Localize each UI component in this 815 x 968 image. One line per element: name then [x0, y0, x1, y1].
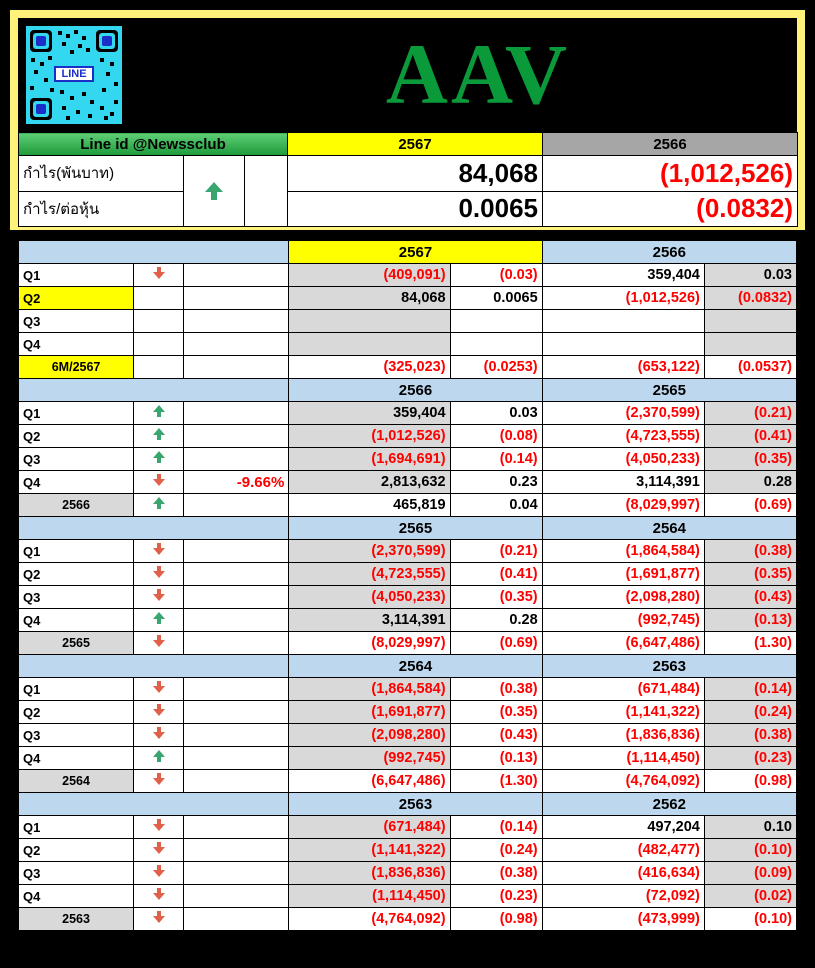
eps-value-b: (0.21) — [704, 402, 796, 425]
profit-value-a: 3,114,391 — [289, 609, 450, 632]
summary-spacer — [184, 632, 289, 655]
change-percent — [184, 264, 289, 287]
profit-value-a: 2,813,632 — [289, 471, 450, 494]
profit-label — [19, 156, 184, 192]
table-row — [19, 862, 797, 885]
summary-table — [18, 132, 798, 227]
table-row — [19, 310, 797, 333]
summary-eps-b: (1.30) — [704, 632, 796, 655]
table-row — [19, 816, 797, 839]
summary-year-prev: 2566 — [543, 133, 798, 156]
eps-value-b: (0.09) — [704, 862, 796, 885]
summary-profit-b: (473,999) — [542, 908, 704, 931]
profit-value-b: (4,050,233) — [542, 448, 704, 471]
profit-value-b: (72,092) — [542, 885, 704, 908]
summary-profit-b: (6,647,486) — [542, 632, 704, 655]
down-arrow-icon — [134, 678, 184, 701]
profit-value-a — [289, 333, 450, 356]
quarterly-results-table — [18, 240, 797, 931]
table-row — [19, 402, 797, 425]
summary-label: 2566 — [19, 494, 134, 517]
down-arrow-icon — [134, 770, 184, 793]
eps-value-a: (0.38) — [450, 678, 542, 701]
profit-value-a: (2,370,599) — [289, 540, 450, 563]
down-arrow-icon — [134, 264, 184, 287]
line-logo-label: LINE — [54, 66, 94, 82]
eps-value-b: (0.41) — [704, 425, 796, 448]
section-spacer — [19, 793, 289, 816]
summary-label: 2565 — [19, 632, 134, 655]
table-row — [19, 448, 797, 471]
change-percent — [184, 563, 289, 586]
eps-value-b: (0.35) — [704, 448, 796, 471]
eps-value-b — [704, 310, 796, 333]
profit-value-a — [289, 310, 450, 333]
eps-value-b: (0.13) — [704, 609, 796, 632]
table-row — [19, 471, 797, 494]
eps-value-b: (0.02) — [704, 885, 796, 908]
change-percent — [184, 287, 289, 310]
section-spacer — [19, 655, 289, 678]
profit-value-a: (1,114,450) — [289, 885, 450, 908]
summary-row — [19, 494, 797, 517]
table-row — [19, 701, 797, 724]
down-arrow-icon — [134, 908, 184, 931]
quarter-label: Q3 — [19, 724, 134, 747]
quarter-label: Q2 — [19, 287, 134, 310]
summary-label: 6M/2567 — [19, 356, 134, 379]
profit-value-a: (1,864,584) — [289, 678, 450, 701]
eps-value-a: (0.21) — [450, 540, 542, 563]
down-arrow-icon — [134, 540, 184, 563]
section-header — [19, 517, 797, 540]
table-row — [19, 609, 797, 632]
eps-value-a — [450, 333, 542, 356]
eps-value-a: (0.13) — [450, 747, 542, 770]
summary-profit-a: (325,023) — [289, 356, 450, 379]
profit-value-b — [542, 310, 704, 333]
profit-value-b: 497,204 — [542, 816, 704, 839]
eps-value-a: (0.23) — [450, 885, 542, 908]
profit-value-b: 359,404 — [542, 264, 704, 287]
eps-value-b: (0.0832) — [704, 287, 796, 310]
summary-spacer — [184, 494, 289, 517]
eps-value-a: (0.14) — [450, 816, 542, 839]
up-arrow-icon — [184, 156, 245, 226]
quarter-label: Q4 — [19, 471, 134, 494]
section-year-a: 2567 — [289, 241, 542, 264]
eps-value-b: (0.38) — [704, 724, 796, 747]
profit-value-b: (416,634) — [542, 862, 704, 885]
table-row — [19, 425, 797, 448]
summary-eps-b: (0.98) — [704, 770, 796, 793]
summary-row — [19, 770, 797, 793]
quarter-label: Q4 — [19, 885, 134, 908]
summary-row — [19, 632, 797, 655]
change-percent — [184, 310, 289, 333]
summary-eps-b: (0.69) — [704, 494, 796, 517]
eps-value-a: (0.35) — [450, 586, 542, 609]
section-year-b: 2565 — [542, 379, 796, 402]
section-year-b: 2562 — [542, 793, 796, 816]
eps-value-a: 0.28 — [450, 609, 542, 632]
down-arrow-icon — [134, 632, 184, 655]
trend-empty — [245, 156, 287, 226]
section-year-b: 2564 — [542, 517, 796, 540]
section-year-a: 2566 — [289, 379, 542, 402]
profit-value-b: (1,691,877) — [542, 563, 704, 586]
change-percent — [184, 862, 289, 885]
change-percent — [184, 724, 289, 747]
quarter-label: Q3 — [19, 310, 134, 333]
arrow-empty — [134, 310, 184, 333]
profit-value-a: (1,836,836) — [289, 862, 450, 885]
down-arrow-icon — [134, 816, 184, 839]
summary-profit-a: (8,029,997) — [289, 632, 450, 655]
eps-value-a: (0.43) — [450, 724, 542, 747]
summary-eps-a: (1.30) — [450, 770, 542, 793]
eps-value-b — [704, 333, 796, 356]
change-percent — [184, 448, 289, 471]
section-header — [19, 655, 797, 678]
section-header — [19, 379, 797, 402]
summary-label: 2564 — [19, 770, 134, 793]
profit-value-b: (1,114,450) — [542, 747, 704, 770]
qr-code[interactable] — [26, 26, 122, 124]
summary-eps-a: (0.0253) — [450, 356, 542, 379]
summary-profit-a: 465,819 — [289, 494, 450, 517]
arrow-empty — [134, 287, 184, 310]
profit-value-a: (1,694,691) — [289, 448, 450, 471]
summary-eps-prev: (0.0832) — [543, 191, 798, 227]
summary-profit-b: (653,122) — [542, 356, 704, 379]
quarter-label: Q2 — [19, 563, 134, 586]
change-percent — [184, 701, 289, 724]
summary-spacer — [184, 770, 289, 793]
eps-label-text: กำไร/ต่อหุ้น — [23, 200, 100, 218]
quarter-label: Q3 — [19, 586, 134, 609]
summary-spacer — [184, 908, 289, 931]
up-arrow-icon — [134, 609, 184, 632]
quarter-label: Q4 — [19, 747, 134, 770]
profit-value-b: 3,114,391 — [542, 471, 704, 494]
profit-value-b: (4,723,555) — [542, 425, 704, 448]
eps-label — [19, 191, 184, 227]
quarter-label: Q1 — [19, 540, 134, 563]
summary-eps-b: (0.0537) — [704, 356, 796, 379]
quarter-label: Q4 — [19, 333, 134, 356]
section-spacer — [19, 379, 289, 402]
profit-value-a: (1,012,526) — [289, 425, 450, 448]
profit-value-a: (992,745) — [289, 747, 450, 770]
profit-value-a: (1,691,877) — [289, 701, 450, 724]
arrow-empty — [134, 356, 184, 379]
line-id-label[interactable]: Line id @Newssclub — [19, 133, 288, 156]
summary-eps-a: (0.98) — [450, 908, 542, 931]
change-percent — [184, 839, 289, 862]
change-percent — [184, 885, 289, 908]
eps-value-b: 0.03 — [704, 264, 796, 287]
quarter-label: Q2 — [19, 425, 134, 448]
section-spacer — [19, 241, 289, 264]
summary-spacer — [184, 356, 289, 379]
summary-eps-a: (0.69) — [450, 632, 542, 655]
profit-value-b: (1,836,836) — [542, 724, 704, 747]
profit-value-a: (4,050,233) — [289, 586, 450, 609]
profit-value-b: (2,370,599) — [542, 402, 704, 425]
summary-profit-b: (4,764,092) — [542, 770, 704, 793]
stock-ticker-title: AAV — [385, 26, 571, 122]
profit-value-a: (1,141,322) — [289, 839, 450, 862]
down-arrow-icon — [134, 563, 184, 586]
profit-value-b: (482,477) — [542, 839, 704, 862]
profit-value-b: (1,864,584) — [542, 540, 704, 563]
quarter-label: Q2 — [19, 839, 134, 862]
up-arrow-icon — [134, 494, 184, 517]
eps-value-a: 0.03 — [450, 402, 542, 425]
change-percent — [184, 402, 289, 425]
eps-value-b: (0.24) — [704, 701, 796, 724]
summary-profit-a: (6,647,486) — [289, 770, 450, 793]
quarter-label: Q2 — [19, 701, 134, 724]
quarter-label: Q3 — [19, 448, 134, 471]
down-arrow-icon — [134, 701, 184, 724]
header-inner — [18, 18, 797, 222]
eps-value-b: (0.35) — [704, 563, 796, 586]
change-percent — [184, 609, 289, 632]
table-row — [19, 678, 797, 701]
table-row — [19, 747, 797, 770]
trend-cell — [184, 156, 288, 227]
eps-value-a: (0.24) — [450, 839, 542, 862]
eps-value-a: (0.38) — [450, 862, 542, 885]
up-arrow-icon — [134, 747, 184, 770]
profit-value-a: 84,068 — [289, 287, 450, 310]
summary-profit-prev: (1,012,526) — [543, 156, 798, 192]
down-arrow-icon — [134, 862, 184, 885]
change-percent — [184, 586, 289, 609]
summary-year-current: 2567 — [288, 133, 543, 156]
table-row — [19, 563, 797, 586]
eps-value-a: (0.41) — [450, 563, 542, 586]
eps-value-b: (0.38) — [704, 540, 796, 563]
eps-value-b: 0.28 — [704, 471, 796, 494]
profit-value-a: (671,484) — [289, 816, 450, 839]
eps-value-b: (0.14) — [704, 678, 796, 701]
up-arrow-icon — [134, 402, 184, 425]
quarter-label: Q3 — [19, 862, 134, 885]
section-spacer — [19, 517, 289, 540]
arrow-empty — [134, 333, 184, 356]
profit-value-b: (2,098,280) — [542, 586, 704, 609]
section-header — [19, 793, 797, 816]
eps-value-a: 0.23 — [450, 471, 542, 494]
summary-row — [19, 356, 797, 379]
eps-value-b: (0.10) — [704, 839, 796, 862]
profit-value-b: (671,484) — [542, 678, 704, 701]
profit-label-text: กำไร(พันบาท) — [23, 165, 115, 183]
quarter-label: Q1 — [19, 402, 134, 425]
section-year-a: 2565 — [289, 517, 542, 540]
summary-row — [19, 908, 797, 931]
summary-label: 2563 — [19, 908, 134, 931]
section-year-b: 2566 — [542, 241, 796, 264]
summary-eps-b: (0.10) — [704, 908, 796, 931]
section-year-b: 2563 — [542, 655, 796, 678]
quarter-label: Q1 — [19, 816, 134, 839]
header-panel — [10, 10, 805, 230]
summary-profit-b: (8,029,997) — [542, 494, 704, 517]
summary-profit-a: (4,764,092) — [289, 908, 450, 931]
table-row — [19, 839, 797, 862]
eps-value-a: (0.03) — [450, 264, 542, 287]
section-year-a: 2564 — [289, 655, 542, 678]
quarter-label: Q1 — [19, 678, 134, 701]
quarter-label: Q1 — [19, 264, 134, 287]
summary-profit-current: 84,068 — [288, 156, 543, 192]
profit-value-a: (409,091) — [289, 264, 450, 287]
down-arrow-icon — [134, 586, 184, 609]
section-year-a: 2563 — [289, 793, 542, 816]
down-arrow-icon — [134, 471, 184, 494]
down-arrow-icon — [134, 885, 184, 908]
summary-eps-a: 0.04 — [450, 494, 542, 517]
eps-value-b: 0.10 — [704, 816, 796, 839]
eps-value-a — [450, 310, 542, 333]
change-percent — [184, 540, 289, 563]
section-header — [19, 241, 797, 264]
profit-value-b: (1,141,322) — [542, 701, 704, 724]
change-percent — [184, 425, 289, 448]
table-row — [19, 333, 797, 356]
change-percent — [184, 747, 289, 770]
change-percent — [184, 816, 289, 839]
up-arrow-icon — [134, 448, 184, 471]
profit-value-b — [542, 333, 704, 356]
change-percent: -9.66% — [184, 471, 289, 494]
quarter-label: Q4 — [19, 609, 134, 632]
profit-value-a: 359,404 — [289, 402, 450, 425]
eps-value-a: 0.0065 — [450, 287, 542, 310]
down-arrow-icon — [134, 724, 184, 747]
table-row — [19, 540, 797, 563]
table-row — [19, 724, 797, 747]
eps-value-b: (0.43) — [704, 586, 796, 609]
summary-eps-current: 0.0065 — [288, 191, 543, 227]
eps-value-a: (0.08) — [450, 425, 542, 448]
table-row — [19, 586, 797, 609]
table-row — [19, 885, 797, 908]
eps-value-b: (0.23) — [704, 747, 796, 770]
profit-value-a: (4,723,555) — [289, 563, 450, 586]
change-percent — [184, 678, 289, 701]
table-row — [19, 264, 797, 287]
eps-value-a: (0.14) — [450, 448, 542, 471]
up-arrow-icon — [134, 425, 184, 448]
change-percent — [184, 333, 289, 356]
table-row — [19, 287, 797, 310]
down-arrow-icon — [134, 839, 184, 862]
profit-value-b: (1,012,526) — [542, 287, 704, 310]
profit-value-a: (2,098,280) — [289, 724, 450, 747]
profit-value-b: (992,745) — [542, 609, 704, 632]
eps-value-a: (0.35) — [450, 701, 542, 724]
